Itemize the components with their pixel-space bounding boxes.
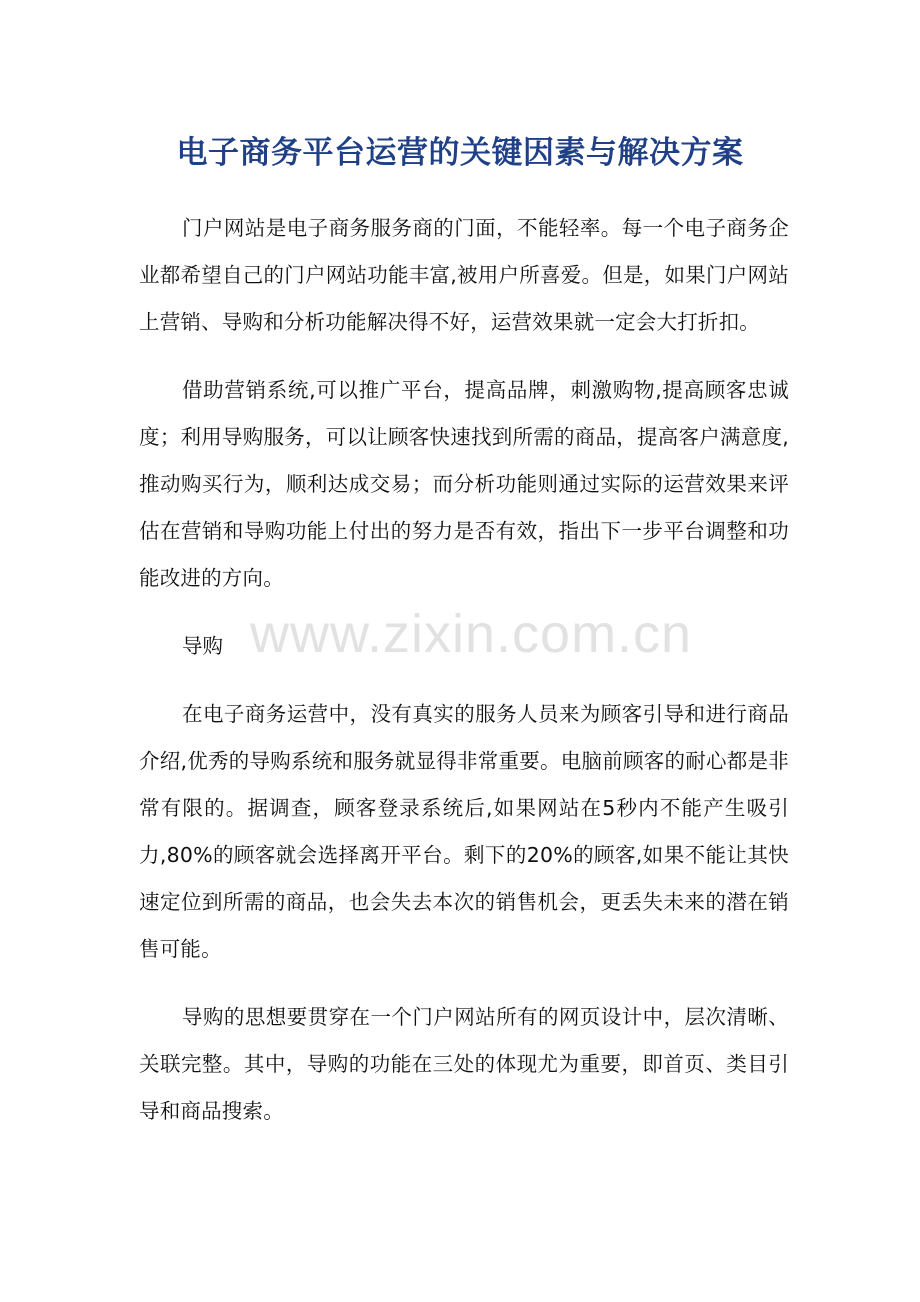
document-body: [139, 205, 789, 1156]
paragraph-guide-design: 导购的思想要贯穿在一个门户网站所有的网页设计中，层次清晰、关联完整。其中，导购的功能在三处的体现尤为重要，即首页、类目引导和商品搜索。: [139, 1005, 789, 1123]
section-heading-guide: 导购: [182, 634, 223, 658]
paragraph-intro: 门户网站是电子商务服务商的门面，不能轻率。每一个电子商务企业都希望自己的门户网站功能丰富,被用户所喜爱。但是，如果门户网站上营销、导购和分析功能解决得不好，运营效果就一定会大打折扣。: [139, 216, 789, 334]
paragraph-functions: 借助营销系统,可以推广平台，提高品牌，刺激购物,提高顾客忠诚度；利用导购服务，可以让顾客快速找到所需的商品，提高客户满意度,推动购买行为，顺利达成交易；而分析功能则通过实际的运营效果来评估在营销和导购功能上付出的努力是否有效，指出下一步平台调整和功能改进的方向。: [139, 378, 789, 590]
paragraph-guide-importance: 在电子商务运营中，没有真实的服务人员来为顾客引导和进行商品介绍,优秀的导购系统和服务就显得非常重要。电脑前顾客的耐心都是非常有限的。据调查，顾客登录系统后,如果网站在5秒内不能产生吸引力,80%的顾客就会选择离开平台。剩下的20%的顾客,如果不能让其快速定位到所需的商品，也会失去本次的销售机会，更丢失未来的潜在销售可能。: [139, 702, 789, 961]
document-title: 电子商务平台运营的关键因素与解决方案: [176, 135, 744, 171]
watermark: www.zixin.com.cn: [250, 604, 693, 664]
